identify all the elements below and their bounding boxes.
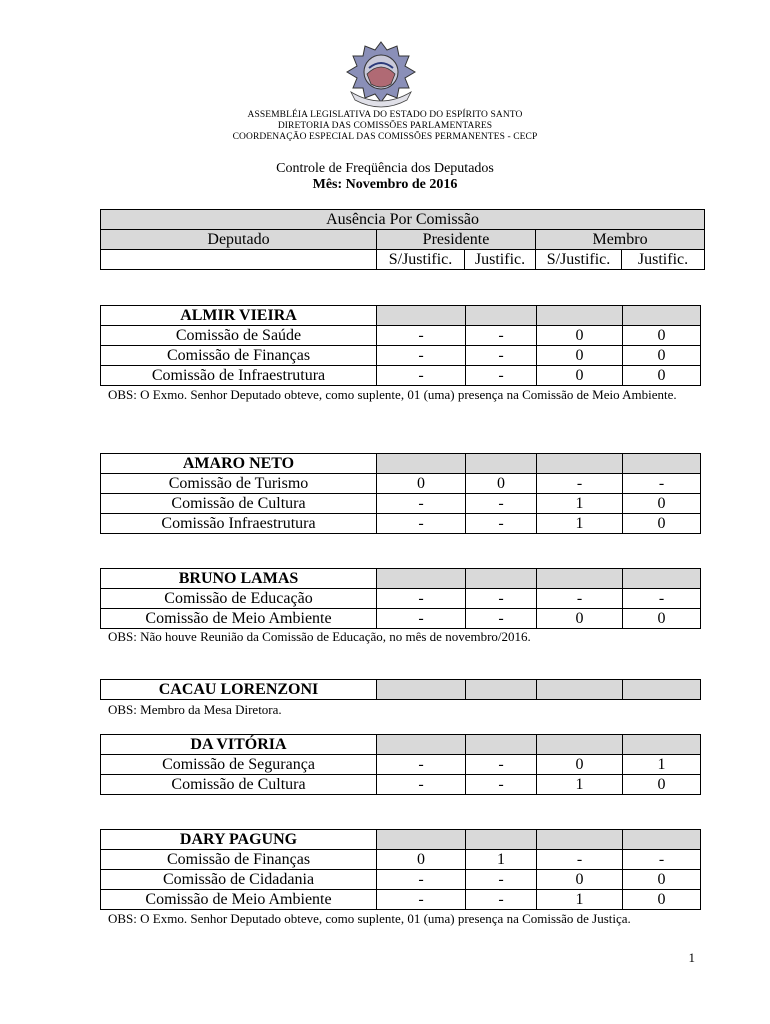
value-cell: -	[377, 346, 466, 366]
grey-cell	[623, 735, 701, 755]
value-cell: -	[466, 870, 537, 890]
value-cell: -	[623, 589, 701, 609]
presidente-header: Presidente	[377, 230, 536, 250]
value-cell: 0	[623, 609, 701, 629]
deputy-name: AMARO NETO	[101, 454, 377, 474]
committee-name: Comissão de Turismo	[101, 474, 377, 494]
grey-cell	[377, 306, 466, 326]
grey-cell	[623, 569, 701, 589]
grey-cell	[623, 680, 701, 700]
committee-name: Comissão de Segurança	[101, 755, 377, 775]
value-cell: -	[377, 366, 466, 386]
value-cell: -	[377, 494, 466, 514]
value-cell: 1	[537, 494, 623, 514]
committee-name: Comissão de Cultura	[101, 494, 377, 514]
value-cell: -	[377, 755, 466, 775]
value-cell: -	[537, 589, 623, 609]
value-cell: -	[377, 870, 466, 890]
institution-line: DIRETORIA DAS COMISSÕES PARLAMENTARES	[277, 121, 493, 131]
grey-cell	[466, 735, 537, 755]
committee-name: Comissão de Finanças	[101, 346, 377, 366]
just-header: Justific.	[622, 250, 705, 270]
value-cell: -	[537, 850, 623, 870]
observation-note: OBS: O Exmo. Senhor Deputado obteve, como suplente, 01 (uma) presença na Comissão de Justiça.	[108, 911, 631, 926]
value-cell: -	[623, 474, 701, 494]
page-number: 1	[688, 950, 695, 965]
deputy-name: BRUNO LAMAS	[101, 569, 377, 589]
grey-cell	[537, 735, 623, 755]
value-cell: -	[466, 589, 537, 609]
value-cell: -	[466, 514, 537, 534]
grey-cell	[377, 569, 466, 589]
deputy-table	[100, 829, 701, 910]
just-header: Justific.	[465, 250, 536, 270]
grey-cell	[623, 830, 701, 850]
value-cell: 0	[623, 870, 701, 890]
value-cell: 0	[537, 870, 623, 890]
value-cell: -	[377, 589, 466, 609]
value-cell: 0	[466, 474, 537, 494]
value-cell: 0	[623, 514, 701, 534]
grey-cell	[466, 454, 537, 474]
value-cell: 0	[623, 775, 701, 795]
grey-cell	[537, 569, 623, 589]
deputy-table	[100, 734, 701, 795]
observation-note: OBS: Não houve Reunião da Comissão de Educação, no mês de novembro/2016.	[108, 629, 531, 644]
committee-name: Comissão de Educação	[101, 589, 377, 609]
committee-name: Comissão Infraestrutura	[101, 514, 377, 534]
committee-name: Comissão de Cultura	[101, 775, 377, 795]
deputy-name: DARY PAGUNG	[101, 830, 377, 850]
value-cell: -	[466, 326, 537, 346]
value-cell: 1	[537, 775, 623, 795]
deputy-name: CACAU LORENZONI	[101, 680, 377, 700]
grey-cell	[377, 680, 466, 700]
value-cell: -	[466, 890, 537, 910]
deputado-header: Deputado	[101, 230, 377, 250]
value-cell: -	[377, 775, 466, 795]
value-cell: -	[466, 366, 537, 386]
committee-name: Comissão de Meio Ambiente	[101, 890, 377, 910]
value-cell: 0	[377, 474, 466, 494]
committee-name: Comissão de Infraestrutura	[101, 366, 377, 386]
grey-cell	[537, 306, 623, 326]
value-cell: 0	[537, 755, 623, 775]
value-cell: -	[466, 346, 537, 366]
value-cell: -	[377, 326, 466, 346]
observation-note: OBS: O Exmo. Senhor Deputado obteve, como suplente, 01 (uma) presença na Comissão de Meio Ambiente.	[108, 387, 677, 402]
committee-name: Comissão de Saúde	[101, 326, 377, 346]
deputy-name: DA VITÓRIA	[101, 735, 377, 755]
value-cell: 1	[537, 890, 623, 910]
value-cell: -	[466, 494, 537, 514]
deputy-name: ALMIR VIEIRA	[101, 306, 377, 326]
value-cell: 0	[623, 366, 701, 386]
frequency-header-table	[100, 209, 705, 270]
value-cell: 0	[623, 494, 701, 514]
value-cell: -	[466, 775, 537, 795]
value-cell: 0	[623, 346, 701, 366]
grey-cell	[537, 680, 623, 700]
committee-name: Comissão de Cidadania	[101, 870, 377, 890]
value-cell: -	[377, 609, 466, 629]
value-cell: 0	[623, 890, 701, 910]
value-cell: -	[466, 609, 537, 629]
grey-cell	[377, 454, 466, 474]
value-cell: 0	[623, 326, 701, 346]
value-cell: -	[466, 755, 537, 775]
deputy-table	[100, 568, 701, 629]
value-cell: 0	[537, 326, 623, 346]
value-cell: -	[377, 514, 466, 534]
sjust-header: S/Justific.	[536, 250, 622, 270]
committee-name: Comissão de Finanças	[101, 850, 377, 870]
value-cell: 1	[537, 514, 623, 534]
document-title: Controle de Freqüência dos Deputados	[276, 161, 494, 176]
value-cell: -	[537, 474, 623, 494]
grey-cell	[377, 735, 466, 755]
grey-cell	[537, 830, 623, 850]
value-cell: -	[623, 850, 701, 870]
value-cell: 1	[466, 850, 537, 870]
committee-name: Comissão de Meio Ambiente	[101, 609, 377, 629]
coat-of-arms-icon	[343, 40, 419, 110]
grey-cell	[623, 454, 701, 474]
grey-cell	[466, 680, 537, 700]
grey-cell	[377, 830, 466, 850]
grey-cell	[466, 830, 537, 850]
grey-cell	[466, 569, 537, 589]
institution-line: COORDENAÇÃO ESPECIAL DAS COMISSÕES PERMANENTES - CECP	[232, 132, 538, 142]
ausencia-header: Ausência Por Comissão	[101, 210, 705, 230]
institution-line: ASSEMBLÉIA LEGISLATIVA DO ESTADO DO ESPÍRITO SANTO	[247, 110, 523, 120]
value-cell: 0	[377, 850, 466, 870]
value-cell: 0	[537, 346, 623, 366]
grey-cell	[537, 454, 623, 474]
value-cell: -	[377, 890, 466, 910]
value-cell: 1	[623, 755, 701, 775]
value-cell: 0	[537, 366, 623, 386]
deputy-table	[100, 679, 701, 700]
document-month: Mês: Novembro de 2016	[312, 177, 458, 192]
grey-cell	[466, 306, 537, 326]
blank-cell	[101, 250, 377, 270]
grey-cell	[623, 306, 701, 326]
deputy-table	[100, 305, 701, 386]
observation-note: OBS: Membro da Mesa Diretora.	[108, 702, 282, 717]
sjust-header: S/Justific.	[377, 250, 465, 270]
value-cell: 0	[537, 609, 623, 629]
membro-header: Membro	[536, 230, 705, 250]
deputy-table	[100, 453, 701, 534]
